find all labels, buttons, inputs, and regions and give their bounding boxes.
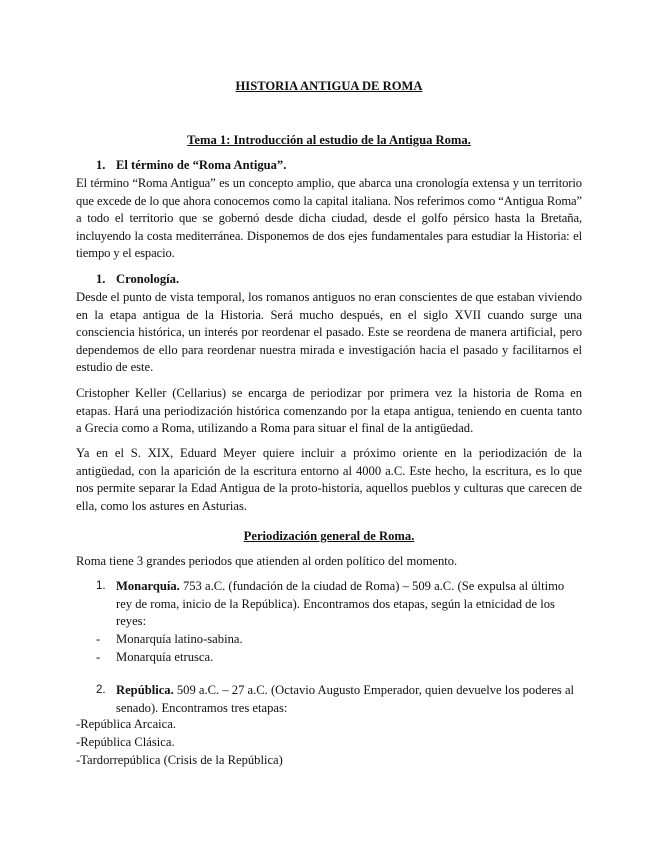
document-title: HISTORIA ANTIGUA DE ROMA <box>235 79 423 93</box>
list-item-term: República. <box>116 683 174 697</box>
list-item-monarquia <box>96 578 582 631</box>
list-number: 2. <box>96 684 106 696</box>
section-number: 1. <box>96 158 106 172</box>
periodization-intro: Roma tiene 3 grandes periodos que atienden al orden político del momento. <box>76 554 458 568</box>
section-heading-term <box>96 157 286 175</box>
section-heading-text: Cronología. <box>116 272 180 286</box>
sub-list-item-text: Monarquía latino-sabina. <box>116 632 243 646</box>
section-heading-text: El término de “Roma Antigua”. <box>116 158 287 172</box>
list-item-body: 509 a.C. – 27 a.C. (Octavio Augusto Emperador, quien devuelve los poderes al senado). Encontramos tres etapas: <box>116 683 575 715</box>
sub-list-item <box>96 649 213 667</box>
paragraph-chronology-2: Cristopher Keller (Cellarius) se encarga de periodizar por primera vez la historia de Roma en etapas. Hará una periodización histórica comenzando por la etapa antigua, teniendo en cuenta tanto a Grecia como a Roma, utilizando a Roma para situar el final de la antigüedad. <box>76 386 582 435</box>
paragraph-chronology-1: Desde el punto de vista temporal, los romanos antiguos no eran conscientes de que estaban viviendo en la etapa antigua de la Historia. Será mucho después, en el siglo XVII cuando surge una consciencia histórica, un interés por reordenar el pasado. Este se reordena de manera artificial, pero dependemos de ello para reordenar nuestra mirada e investigación hacia el pasado y facilitarnos el estudio de este. <box>76 290 582 374</box>
periodization-heading: Periodización general de Roma. <box>243 529 415 543</box>
republic-stage: -República Arcaica. <box>76 717 176 731</box>
paragraph-chronology-3: Ya en el S. XIX, Eduard Meyer quiere incluir a próximo oriente en la periodización de la antigüedad, con la aparición de la escritura entorno al 4000 a.C. Este hecho, la escritura, es lo que nos permite separar la Edad Antigua de la proto-historia, aquellos pueblos y culturas que carecen de ella, como los astures en Asturias. <box>76 446 582 513</box>
list-item-text <box>116 682 582 717</box>
dash-marker: - <box>96 650 101 664</box>
list-item-body: 753 a.C. (fundación de la ciudad de Roma) – 509 a.C. (Se expulsa al último rey de roma, inicio de la República). Encontramos dos etapas, según la etnicidad de los reyes: <box>116 579 565 628</box>
section-number: 1. <box>96 272 106 286</box>
republic-stage: -Tardorrepública (Crisis de la República) <box>76 753 283 767</box>
topic-title: Tema 1: Introducción al estudio de la Antigua Roma. <box>187 133 471 147</box>
list-item-republica <box>96 682 582 717</box>
section-heading-chronology <box>96 271 179 289</box>
list-item-term: Monarquía. <box>116 579 180 593</box>
sub-list-item <box>96 631 243 649</box>
republic-stage: -República Clásica. <box>76 735 175 749</box>
list-item-text <box>116 578 582 631</box>
dash-marker: - <box>96 632 101 646</box>
paragraph-term: El término “Roma Antigua” es un concepto amplio, que abarca una cronología extensa y un territorio que excede de lo que ahora conocemos como la capital italiana. Nos referimos como “Antigua Roma” a todo el territorio que se gobernó desde dicha ciudad, desde el golfo pérsico hasta la Bretaña, incluyendo la costa mediterránea. Disponemos de dos ejes fundamentales para estudiar la Historia: el tiempo y el espacio. <box>76 176 582 260</box>
list-number: 1. <box>96 580 106 592</box>
sub-list-item-text: Monarquía etrusca. <box>116 650 214 664</box>
